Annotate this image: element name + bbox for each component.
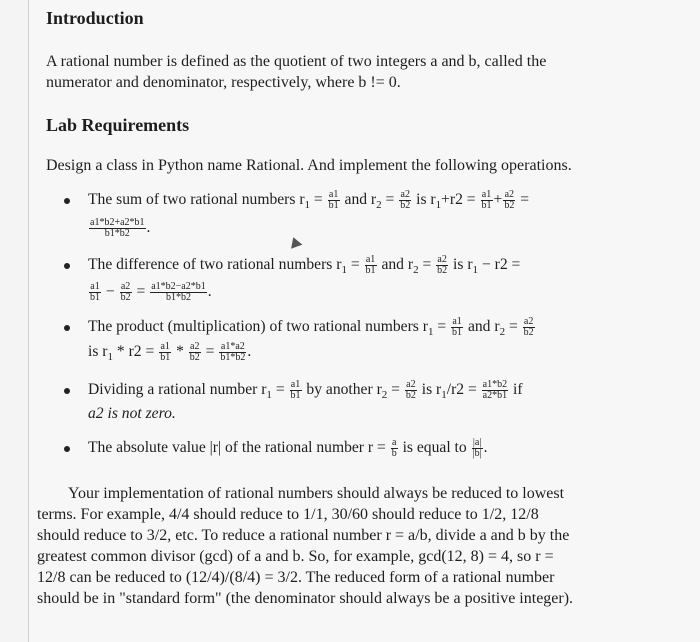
difference-text: The difference of two rational numbers r	[88, 256, 342, 274]
is: is r	[412, 191, 436, 209]
num: a2	[523, 316, 534, 327]
div: /r2 =	[446, 381, 481, 399]
frac-a1-b1	[451, 317, 463, 338]
num: a1*b2+a2*b1	[90, 217, 145, 228]
product-result: is $r_1 * r2$ = $\frac{a1}{b1}$ * $\frac{a2}{b2}$ = $\frac{a1*a2}{b1*b2}$ .	[88, 341, 252, 364]
frac-a2-b2	[503, 190, 515, 211]
den: b2	[523, 327, 534, 338]
is-equal: is equal to	[398, 439, 471, 457]
bullet-dot	[64, 325, 70, 331]
num: a2	[406, 379, 416, 390]
den: b2	[120, 292, 131, 303]
difference-result: $\frac{a1}{b1}$ − $\frac{a2}{b2}$ = $\frac{a1*b2-a2*b1}{b1*b2}$ .	[90, 281, 212, 303]
sub: 2	[376, 199, 382, 212]
plus: +r2 =	[441, 191, 480, 209]
bullet-difference: The difference of two rational numbers $r_1$ = $\frac{a1}{b1}$ and $r_2$ = $\frac{a2}{b2}$ is $r_1 - r2$ =	[88, 254, 521, 277]
frac-a2-b2	[120, 282, 132, 303]
bullet-dot	[64, 446, 70, 452]
frac-a2-b2	[405, 380, 417, 401]
is: is r	[88, 343, 108, 361]
para-line-2: terms. For example, 4/4 should reduce to 1/1, 30/60 should reduce to 1/2, 12/8	[37, 506, 539, 523]
bullet-product: The product (multiplication) of two rational numbers $r_1$ = $\frac{a1}{b1}$ and $r_2$ = $\frac{a2}{b2}$	[88, 316, 534, 339]
num: a1*a2	[220, 341, 245, 352]
num: a1	[365, 254, 376, 265]
den: a2*b1	[482, 390, 508, 401]
den: b1*b2	[165, 292, 191, 303]
sub: 1	[341, 264, 347, 277]
sub: 1	[266, 389, 272, 402]
den: b2	[437, 265, 448, 276]
den: b	[391, 448, 397, 459]
sum-result: $\frac{a1*b2+a2*b1}{b1*b2}$ .	[90, 217, 151, 239]
sub: 1	[435, 199, 442, 212]
frac-abs	[472, 438, 483, 459]
minus: − r2 =	[478, 256, 521, 274]
bullet-absolute: The absolute value |r| of the rational number r = $\frac{a}{b}$ is equal to $\frac{|a|}{|b|}$ .	[88, 437, 488, 459]
bullet-dot	[64, 198, 70, 204]
and: and r	[340, 191, 377, 209]
num: |a|	[472, 437, 482, 448]
times: * r2 =	[113, 343, 159, 361]
frac-division-result	[482, 380, 508, 401]
para-line-6: should be in "standard form" (the denominator should always be a positive integer).	[37, 590, 574, 607]
division-line-2: a2 is not zero.	[88, 405, 176, 422]
bullet-division: Dividing a rational number $r_1$ = $\frac{a1}{b1}$ by another $r_2$ = $\frac{a2}{b2}$ is $r_1/r2$ = $\frac{a1*b2}{a2*b1}$ if	[88, 379, 523, 402]
if: if	[509, 381, 523, 399]
intro-line-2: numerator and denominator, respectively, where b != 0.	[46, 74, 401, 91]
absolute-text: The absolute value |r| of the rational number r =	[88, 439, 390, 457]
para-line-1: Your implementation of rational numbers should always be reduced to lowest	[68, 485, 565, 502]
num: a1	[160, 341, 170, 352]
sub: 1	[427, 326, 434, 339]
den: b1	[90, 292, 100, 303]
frac-a2-b2	[523, 317, 535, 338]
bullet-dot	[64, 263, 70, 269]
bullet-sum: The sum of two rational numbers $r_1$ = $\frac{a1}{b1}$ and $r_2$ = $\frac{a2}{b2}$ is $r_1+r2$ = $\frac{a1}{b1}$ + $\frac{a2}{b2}$ =	[88, 189, 530, 212]
sub: 2	[413, 264, 419, 277]
frac-a1-b1	[328, 190, 340, 211]
frac-a2-b2	[436, 255, 448, 276]
num: a	[391, 437, 397, 448]
intro-heading: Introduction	[46, 8, 144, 28]
num: a1	[481, 189, 492, 200]
lab-heading: Lab Requirements	[46, 115, 190, 135]
den: |b|	[472, 448, 482, 459]
is: is r	[449, 256, 473, 274]
frac-difference-result	[150, 282, 207, 303]
den: b1*b2	[220, 352, 246, 363]
den: b1	[481, 200, 492, 211]
bullet-dot	[64, 388, 70, 394]
is: is r	[417, 381, 442, 399]
frac-a1-b1	[89, 282, 101, 303]
frac-a2-b2	[189, 342, 201, 363]
intro-line-1: A rational number is defined as the quotient of two integers a and b, called the	[46, 53, 547, 70]
para-line-4: greatest common divisor (gcd) of a and b. So, for example, gcd(12, 8) = 4, so r =	[37, 548, 554, 565]
sub: 1	[107, 351, 113, 364]
den: b1	[365, 265, 376, 276]
frac-a2-b2	[399, 190, 411, 211]
num: a1	[290, 379, 301, 390]
sub: 2	[381, 389, 388, 402]
num: a2	[437, 254, 447, 265]
eq: =	[310, 191, 327, 209]
frac-a1-b1	[290, 380, 302, 401]
den: b1	[290, 390, 301, 401]
frac-a1-b1	[159, 342, 171, 363]
frac-a1-b1	[365, 255, 377, 276]
division-text: Dividing a rational number r	[88, 381, 267, 399]
sub: 1	[441, 389, 447, 402]
den: b1	[452, 327, 463, 338]
den: b2	[504, 200, 515, 211]
sub: 2	[499, 326, 506, 339]
frac-a-b	[391, 438, 398, 459]
and: and r	[377, 256, 414, 274]
den: b2	[400, 200, 411, 211]
num: a1*b2−a2*b1	[151, 281, 206, 292]
para-line-3: should reduce to 3/2, etc. To reduce a rational number r = a/b, divide a and b by the	[37, 527, 570, 544]
by: by another r	[302, 381, 382, 399]
lab-description: Design a class in Python name Rational. And implement the following operations.	[46, 157, 572, 174]
sum-text: The sum of two rational numbers r	[88, 191, 305, 209]
den: b2	[405, 390, 416, 401]
sub: 1	[472, 264, 479, 277]
frac-sum-result	[89, 218, 146, 239]
num: a1	[90, 281, 100, 292]
and: and r	[464, 318, 500, 336]
num: a1*b2	[482, 379, 508, 390]
den: b1	[328, 200, 339, 211]
num: a2	[400, 189, 410, 200]
num: a1	[328, 189, 339, 200]
frac-product-result	[219, 342, 246, 363]
den: b1	[160, 352, 171, 363]
den: b1*b2	[104, 228, 130, 239]
num: a2	[190, 341, 200, 352]
frac-a1-b1	[481, 190, 493, 211]
den: b2	[189, 352, 200, 363]
sub: 1	[304, 199, 311, 212]
product-text: The product (multiplication) of two rational numbers r	[88, 318, 428, 336]
num: a2	[504, 189, 515, 200]
num: a1	[452, 316, 462, 327]
para-line-5: 12/8 can be reduced to (12/4)/(8/4) = 3/2. The reduced form of a rational number	[37, 569, 555, 586]
num: a2	[120, 281, 131, 292]
